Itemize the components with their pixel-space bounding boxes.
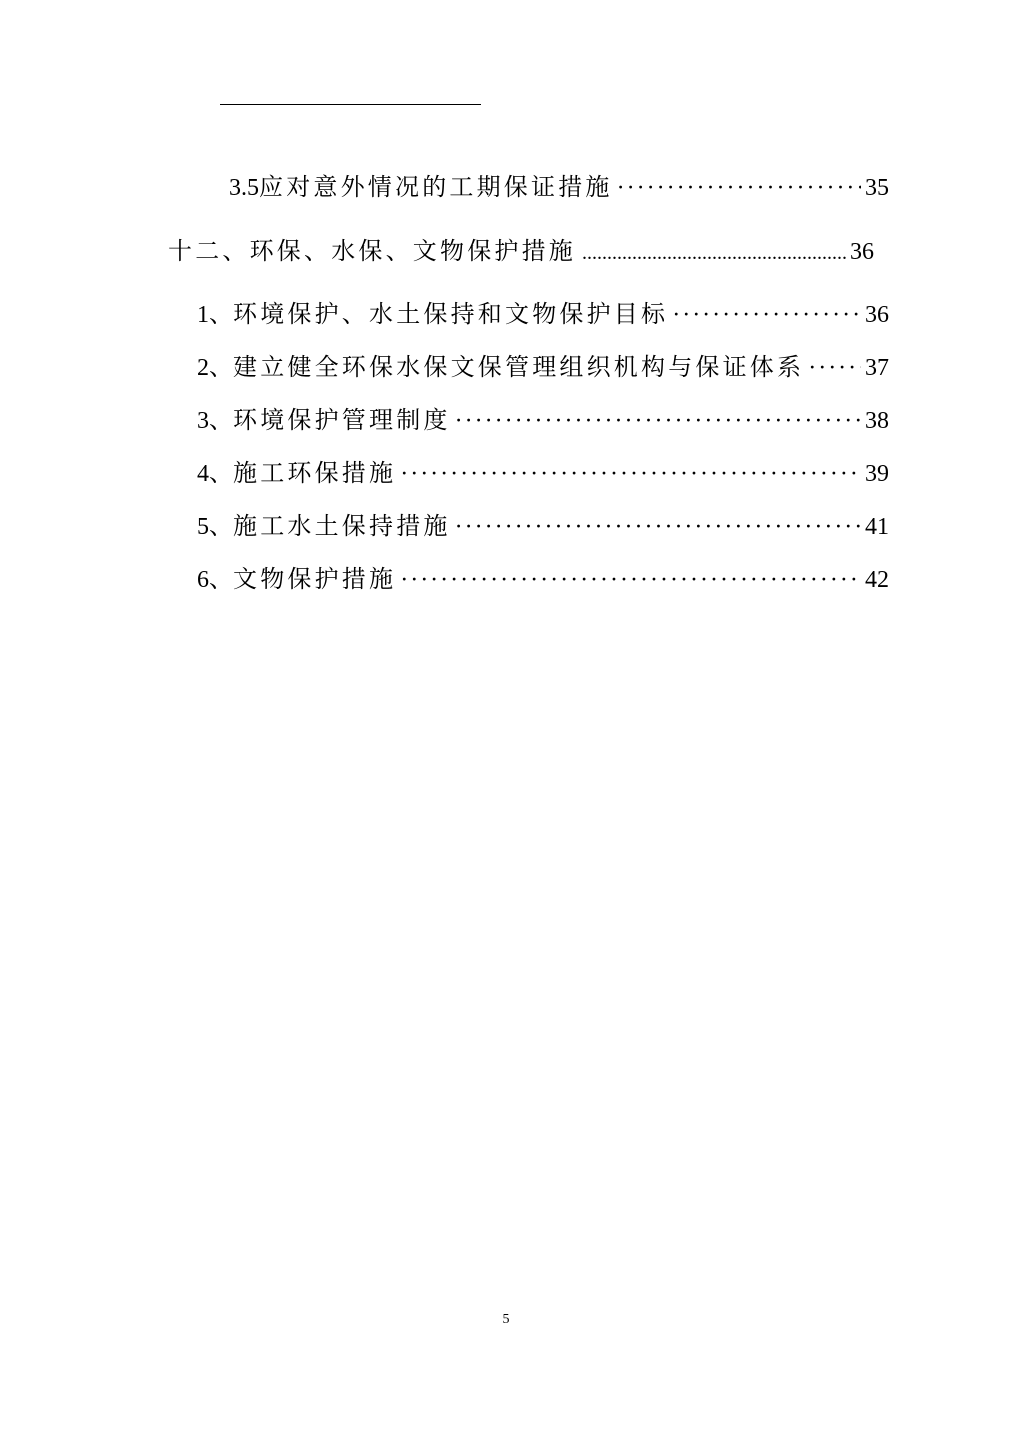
toc-dot-leader xyxy=(400,565,861,595)
page-number: 5 xyxy=(502,1312,510,1327)
toc-entry-number: 4、 xyxy=(197,461,233,487)
toc-dot-leader xyxy=(582,237,848,268)
toc-entry-title: 文物保护措施 xyxy=(233,567,397,593)
toc-entry-page: 37 xyxy=(865,355,889,381)
toc-entry-number: 6、 xyxy=(197,567,233,593)
toc-entry-12-5[interactable] xyxy=(197,512,889,542)
toc-entry-chapter-12[interactable] xyxy=(168,237,874,267)
toc-entry-title: 十二、环保、水保、文物保护措施 xyxy=(168,239,576,265)
toc-dot-leader xyxy=(672,300,861,330)
toc-entry-12-3[interactable] xyxy=(197,406,889,436)
toc-entry-number: 3.5 xyxy=(229,175,259,201)
toc-dot-leader xyxy=(455,406,861,436)
toc-entry-page: 41 xyxy=(865,514,889,540)
toc-entry-page: 36 xyxy=(865,302,889,328)
toc-entry-12-1[interactable] xyxy=(197,300,889,330)
toc-entry-title: 环境保护、水土保持和文物保护目标 xyxy=(233,302,669,328)
toc-entry-12-2[interactable] xyxy=(197,353,889,383)
toc-entry-number: 2、 xyxy=(197,355,233,381)
toc-entry-title: 建立健全环保水保文保管理组织机构与保证体系 xyxy=(233,355,805,381)
toc-entry-12-4[interactable] xyxy=(197,459,889,489)
toc-entry-page: 36 xyxy=(850,239,874,265)
toc-dot-leader xyxy=(400,459,861,489)
toc-entry-page: 35 xyxy=(865,175,889,201)
toc-dot-leader xyxy=(617,173,861,203)
toc-entry-number: 1、 xyxy=(197,302,233,328)
toc-dot-leader xyxy=(808,353,861,383)
toc-entry-page: 42 xyxy=(865,567,889,593)
toc-entry-title: 施工环保措施 xyxy=(233,461,397,487)
toc-dot-leader xyxy=(455,512,861,542)
toc-entry-title: 环境保护管理制度 xyxy=(233,408,451,434)
toc-entry-3-5[interactable] xyxy=(229,173,889,203)
toc-entry-title: 施工水土保持措施 xyxy=(233,514,451,540)
toc-entry-page: 39 xyxy=(865,461,889,487)
toc-entry-title: 应对意外情况的工期保证措施 xyxy=(259,175,613,201)
toc-entry-12-6[interactable] xyxy=(197,565,889,595)
toc-entry-number: 5、 xyxy=(197,514,233,540)
toc-entry-number: 3、 xyxy=(197,408,233,434)
toc-entry-page: 38 xyxy=(865,408,889,434)
